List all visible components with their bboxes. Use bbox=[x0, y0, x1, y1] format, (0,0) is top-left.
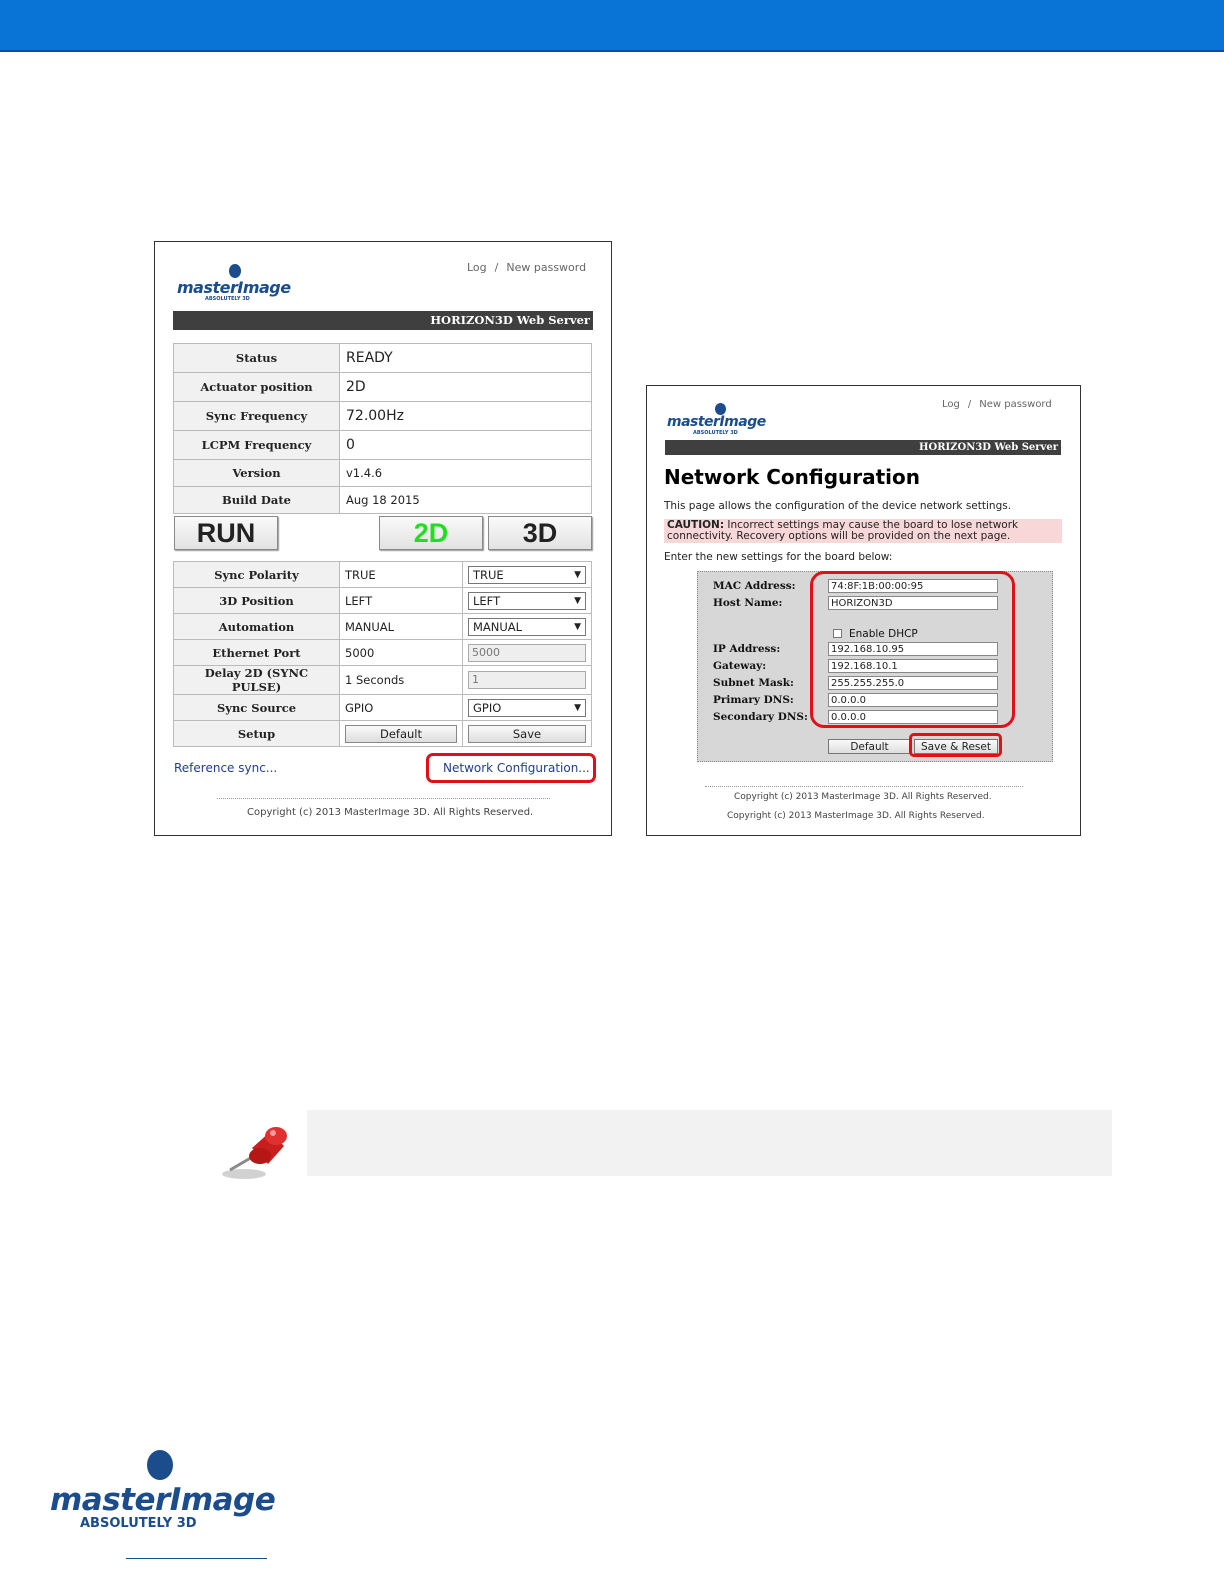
web-server-banner: HORIZON3D Web Server bbox=[173, 311, 593, 330]
web-server-banner: HORIZON3D Web Server bbox=[665, 440, 1061, 455]
save-reset-button[interactable]: Save & Reset bbox=[914, 739, 998, 754]
network-configuration-link[interactable]: Network Configuration... bbox=[443, 761, 590, 775]
gateway-field[interactable]: 192.168.10.1 bbox=[828, 659, 998, 673]
table-row: Status READY bbox=[174, 344, 592, 373]
footer-divider bbox=[126, 1558, 267, 1559]
3d-button[interactable]: 3D bbox=[488, 516, 592, 550]
table-row: Sync Source GPIO GPIO ▼ bbox=[174, 695, 592, 721]
masterimage-logo: masterImage ABSOLUTELY 3D bbox=[667, 403, 767, 435]
fields-highlight-box bbox=[810, 571, 1015, 728]
note-box bbox=[307, 1110, 1112, 1176]
divider bbox=[705, 786, 1023, 787]
ip-address-field[interactable]: 192.168.10.95 bbox=[828, 642, 998, 656]
page-title: Network Configuration bbox=[664, 465, 920, 489]
table-row: Ethernet Port 5000 5000 bbox=[174, 640, 592, 666]
header-bar bbox=[0, 0, 1224, 52]
new-password-link[interactable]: New password bbox=[979, 399, 1052, 410]
dropdown-arrow-icon: ▼ bbox=[574, 569, 581, 580]
copyright: Copyright (c) 2013 MasterImage 3D. All Rights Reserved. bbox=[734, 792, 992, 802]
network-form: MAC Address: 74:8F:1B:00:00:95 Host Name: HORIZON3D Enable DHCP IP Address: 192.168.10.95 Gateway: 192.168.10.1 Subnet Mask: 255.255.255.0 Primary DNS: 0.0.0.0 Secondary DNS: 0.0.0.0 Default Save & Reset bbox=[697, 571, 1053, 762]
instruction-text: Enter the new settings for the board below: bbox=[664, 551, 893, 563]
pushpin-icon bbox=[218, 1120, 294, 1188]
log-link[interactable]: Log bbox=[942, 399, 960, 410]
footer-logo: masterImage ABSOLUTELY 3D bbox=[50, 1450, 250, 1532]
network-config-screenshot: masterImage ABSOLUTELY 3D Log / New password HORIZON3D Web Server Network Configuration This page allows the configuration of the device network settings. CAUTION: Incorrect settings may cause the board to lose network connectivity. Recovery options will be provided on the next page. Enter the new settings for the board below: MAC Address: 74:8F:1B:00:00:95 Host Name: HORIZON3D Enable DHCP IP Address: 192.168.10.95 Gateway: 192.168.10.1 Subnet Mask: 255.255.255.0 Primary DNS: 0.0.0.0 Secondary DNS: 0.0.0.0 Default Save & Reset Copyright (c) 2013 MasterImage 3D. All Rights Reserved. Copyright (c) 2013 MasterImage 3D. All Rights Reserved. bbox=[646, 385, 1081, 836]
save-button[interactable]: Save bbox=[468, 725, 586, 743]
table-row: Sync Frequency 72.00Hz bbox=[174, 402, 592, 431]
mac-address-field[interactable]: 74:8F:1B:00:00:95 bbox=[828, 579, 998, 593]
dropdown-arrow-icon: ▼ bbox=[574, 621, 581, 632]
sync-polarity-select[interactable]: TRUE ▼ bbox=[468, 566, 586, 584]
divider bbox=[217, 798, 550, 799]
table-row: Delay 2D (SYNC PULSE) 1 Seconds 1 bbox=[174, 666, 592, 695]
table-row: Build Date Aug 18 2015 bbox=[174, 487, 592, 514]
default-button[interactable]: Default bbox=[345, 725, 457, 743]
host-name-field[interactable]: HORIZON3D bbox=[828, 596, 998, 610]
ethernet-port-input[interactable]: 5000 bbox=[468, 644, 586, 662]
dhcp-label: Enable DHCP bbox=[849, 628, 918, 640]
2d-button[interactable]: 2D bbox=[379, 516, 483, 550]
table-row: Setup Default Save bbox=[174, 721, 592, 747]
intro-text: This page allows the configuration of the device network settings. bbox=[664, 500, 1012, 512]
config-table bbox=[173, 561, 592, 747]
status-page-screenshot: masterImage ABSOLUTELY 3D Log / New password HORIZON3D Web Server Status READY Actuator position 2D Sync Frequency 72.00Hz LCPM Frequency 0 Version v1.4.6 Build Date Aug 18 2015 RUN 2D 3D Sync Polarity TRUE TRUE ▼ 3D Position LEFT LEFT ▼ Automation MANUAL MANUAL ▼ Ethernet Port 5000 5000 Delay 2D (SYNC PULSE) 1 Seconds 1 Sync Source GPIO GPIO ▼ Setup Default Save Reference sync... Network Configuration... Copyright (c) 2013 MasterImage 3D. All Rights Reserved. bbox=[154, 241, 612, 836]
run-button[interactable]: RUN bbox=[174, 516, 278, 550]
secondary-dns-field[interactable]: 0.0.0.0 bbox=[828, 710, 998, 724]
dropdown-arrow-icon: ▼ bbox=[574, 702, 581, 713]
primary-dns-field[interactable]: 0.0.0.0 bbox=[828, 693, 998, 707]
table-row: Sync Polarity TRUE TRUE ▼ bbox=[174, 562, 592, 588]
dropdown-arrow-icon: ▼ bbox=[574, 595, 581, 606]
copyright: Copyright (c) 2013 MasterImage 3D. All Rights Reserved. bbox=[247, 807, 534, 818]
sync-source-select[interactable]: GPIO ▼ bbox=[468, 699, 586, 717]
subnet-mask-field[interactable]: 255.255.255.0 bbox=[828, 676, 998, 690]
status-table bbox=[173, 343, 592, 514]
table-row: Actuator position 2D bbox=[174, 373, 592, 402]
automation-select[interactable]: MANUAL ▼ bbox=[468, 618, 586, 636]
table-row: 3D Position LEFT LEFT ▼ bbox=[174, 588, 592, 614]
table-row: LCPM Frequency 0 bbox=[174, 431, 592, 460]
highlight-box bbox=[426, 753, 596, 783]
delay-2d-input[interactable]: 1 bbox=[468, 671, 586, 689]
log-link[interactable]: Log bbox=[467, 261, 487, 274]
copyright: Copyright (c) 2013 MasterImage 3D. All Rights Reserved. bbox=[727, 811, 985, 821]
masterimage-logo: masterImage ABSOLUTELY 3D bbox=[177, 264, 287, 304]
save-highlight-box bbox=[909, 733, 1002, 757]
3d-position-select[interactable]: LEFT ▼ bbox=[468, 592, 586, 610]
caution-message: CAUTION: Incorrect settings may cause the board to lose network connectivity. Recovery options will be provided on the next page. bbox=[664, 519, 1062, 543]
new-password-link[interactable]: New password bbox=[506, 261, 587, 274]
reference-sync-link[interactable]: Reference sync... bbox=[174, 761, 278, 775]
table-row: Version v1.4.6 bbox=[174, 460, 592, 487]
default-button[interactable]: Default bbox=[828, 739, 911, 754]
status-value: READY bbox=[340, 344, 592, 373]
table-row: Automation MANUAL MANUAL ▼ bbox=[174, 614, 592, 640]
